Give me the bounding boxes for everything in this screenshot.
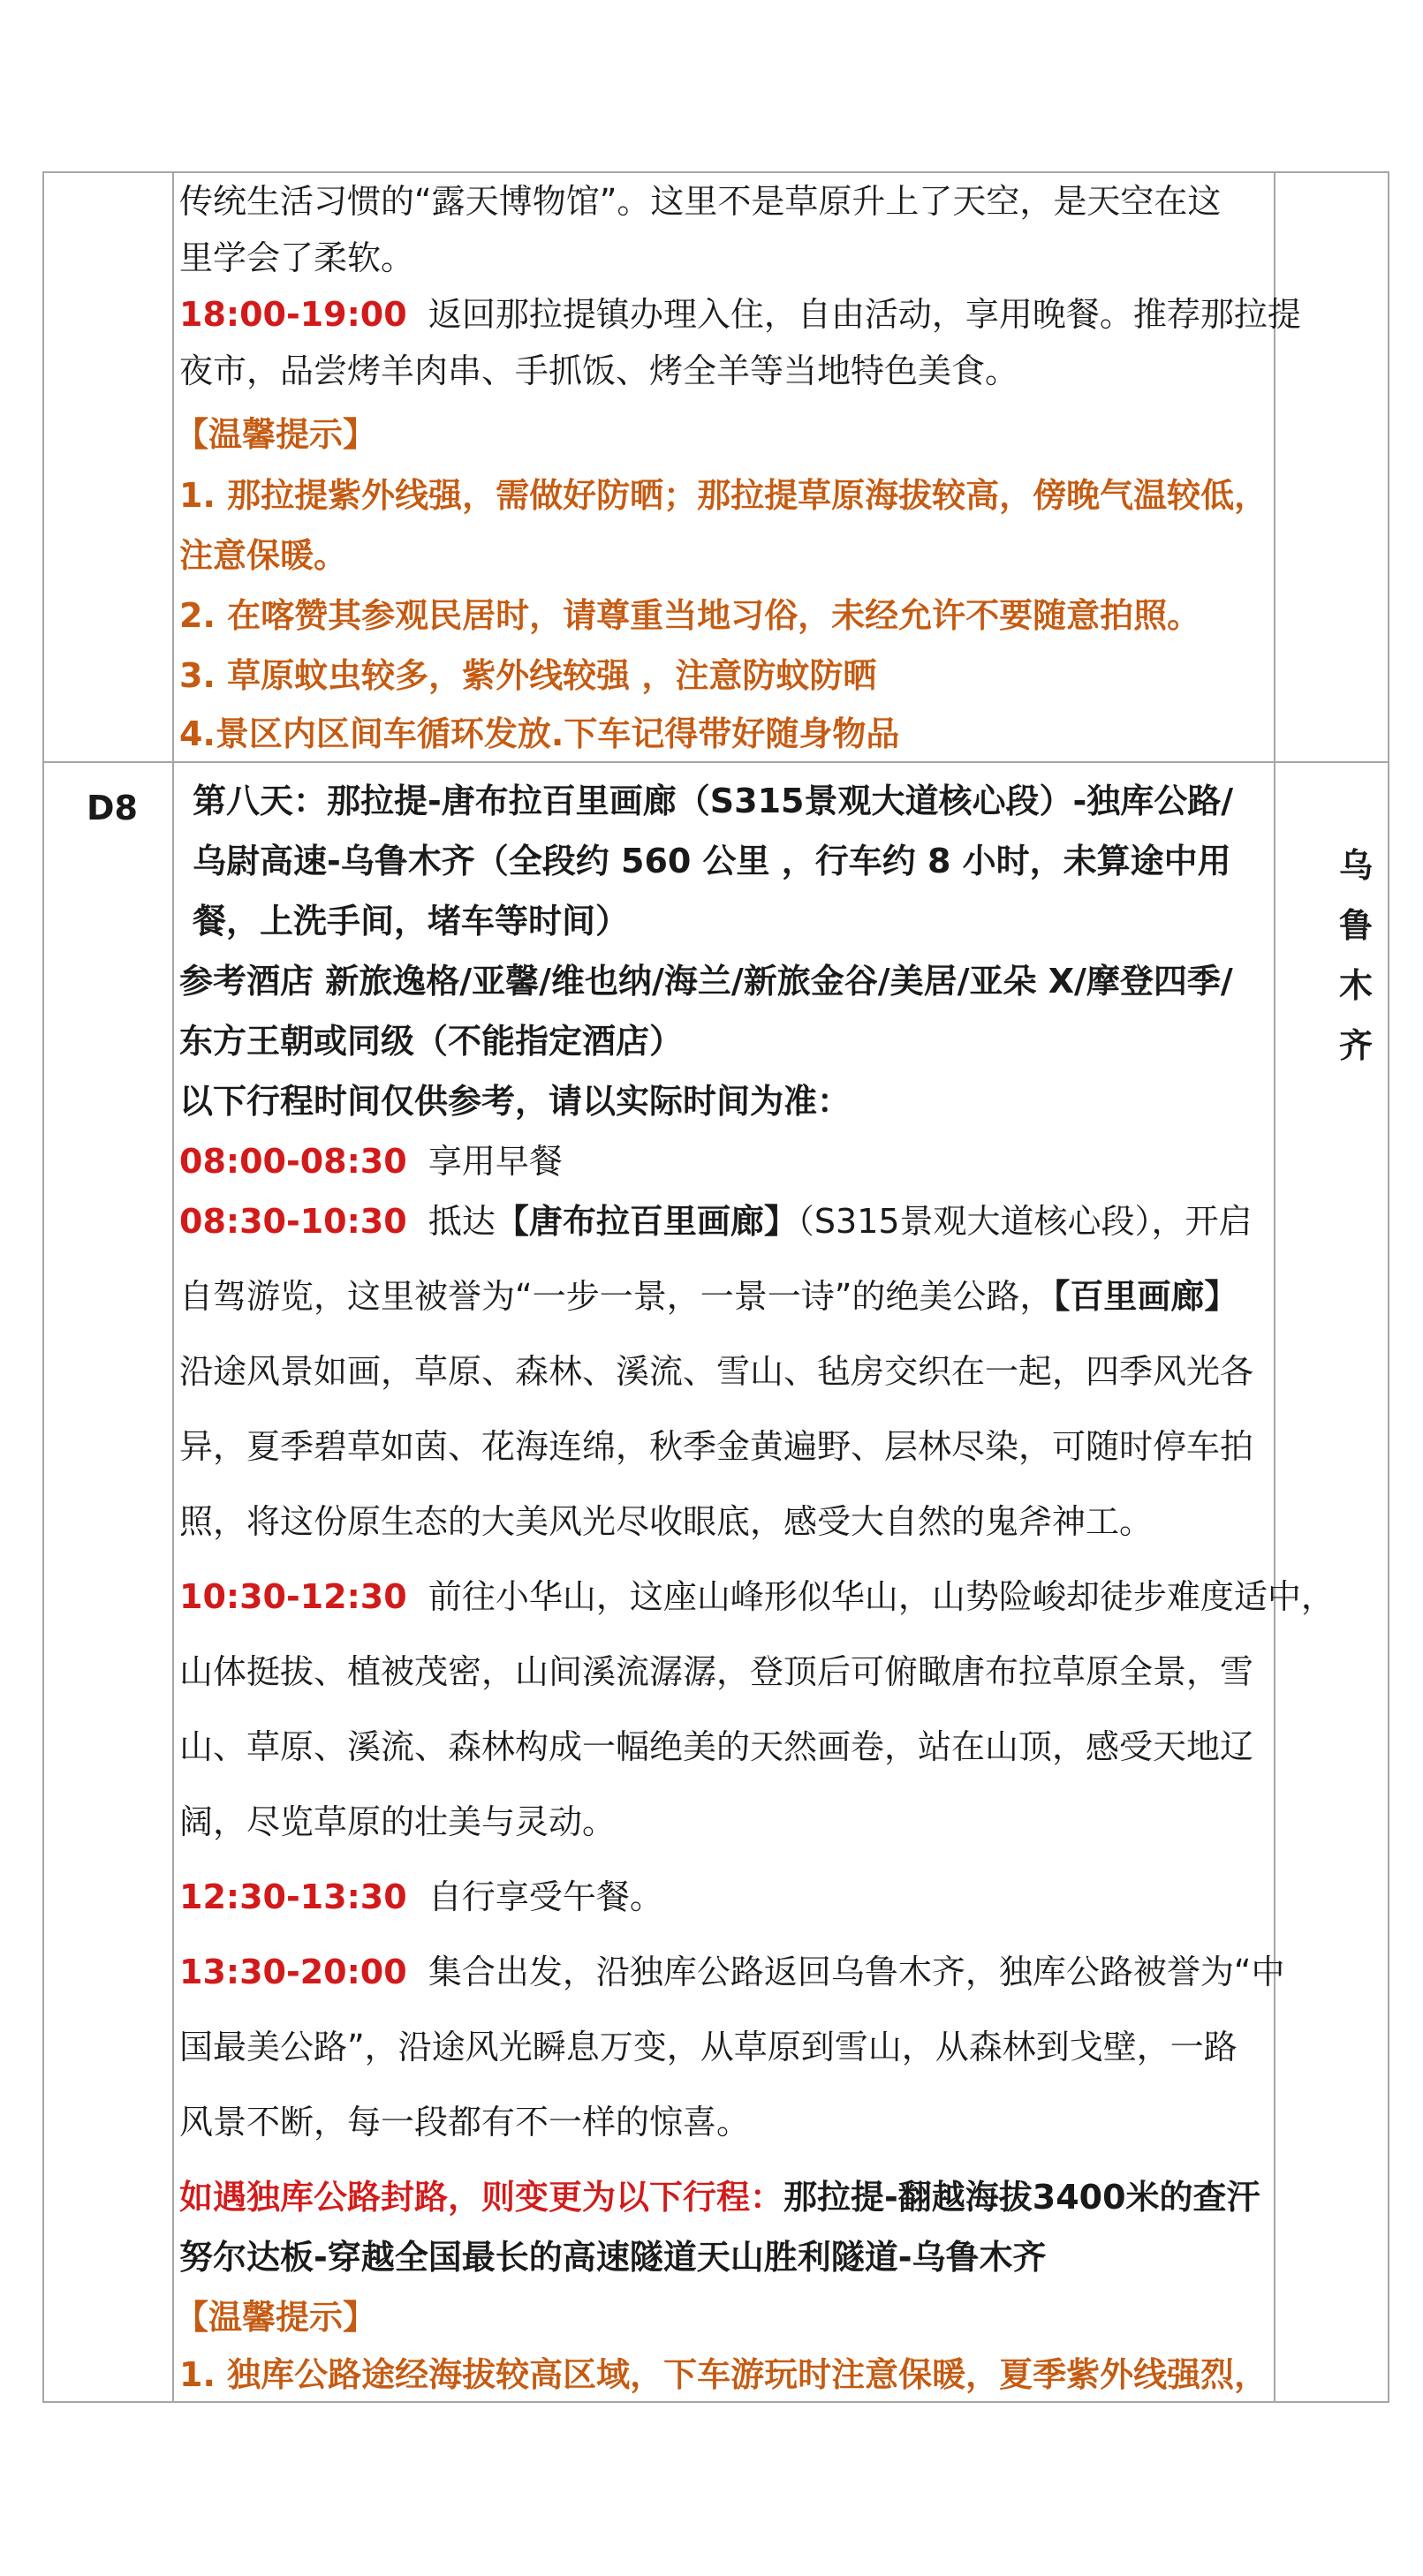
- d7-paragraph-line1: 传统生活习惯的“露天博物馆”。这里不是草原升上了天空，是天空在这: [179, 182, 1222, 221]
- row-divider: [42, 761, 1389, 763]
- city-char: 齐: [1338, 1026, 1373, 1065]
- d8-schedule-1030-line4: 阔，尽览草原的壮美与灵动。: [179, 1802, 617, 1841]
- table-top-border: [42, 171, 1389, 173]
- day-number-d8: D8: [87, 789, 138, 827]
- time-label: 18:00-19:00: [179, 295, 407, 334]
- column-divider-city: [1274, 171, 1275, 2403]
- d8-schedule-1030: [179, 1576, 1335, 1617]
- d8-title-line2: 乌尉高速-乌鲁木齐（全段约 560 公里 ，行车约 8 小时，未算途中用: [193, 842, 1231, 880]
- d7-schedule-1800: [179, 294, 1301, 335]
- column-divider-day: [172, 171, 174, 2403]
- city-char: 木: [1338, 966, 1373, 1005]
- time-label: 13:30-20:00: [179, 1953, 407, 1991]
- d8-schedule-1030-line3: 山、草原、溪流、森林构成一幅绝美的天然画卷，站在山顶，感受天地辽: [179, 1727, 1254, 1766]
- d7-paragraph-line2: 里学会了柔软。: [179, 238, 415, 277]
- d8-schedule-0830-line4: 异，夏季碧草如茵、花海连绵，秋季金黄遍野、层林尽染，可随时停车拍: [179, 1427, 1254, 1466]
- schedule-text: 自驾游览，这里被誉为“一步一景，一景一诗”的绝美公路，: [179, 1277, 1054, 1316]
- schedule-text: 返回那拉提镇办理入住，自由活动，享用晚餐。推荐那拉提: [428, 295, 1301, 334]
- time-label: 12:30-13:30: [179, 1877, 407, 1916]
- table-right-border: [1388, 171, 1389, 2403]
- d7-tip1-line1: 1. 那拉提紫外线强，需做好防晒；那拉提草原海拔较高，傍晚气温较低，: [179, 476, 1268, 515]
- itinerary-table: [42, 171, 1389, 2403]
- time-label: 08:30-10:30: [179, 1202, 407, 1241]
- d8-notice: 以下行程时间仅供参考，请以实际时间为准：: [179, 1082, 852, 1121]
- d8-hotel-line2: 东方王朝或同级（不能指定酒店）: [179, 1022, 684, 1061]
- d7-tip1-line2: 注意保暖。: [179, 536, 348, 575]
- d8-schedule-0800: [179, 1141, 563, 1182]
- d8-alternate-route-line2: 努尔达板-穿越全国最长的高速隧道天山胜利隧道-乌鲁木齐: [179, 2238, 1047, 2277]
- d7-tip2: 2. 在喀赞其参观民居时，请尊重当地习俗，未经允许不要随意拍照。: [179, 596, 1201, 635]
- time-label: 08:00-08:30: [179, 1142, 407, 1181]
- d7-tip3: 3. 草原蚊虫较多，紫外线较强 ，注意防蚊防晒: [179, 656, 877, 695]
- d8-alternate-route: [179, 2177, 1260, 2217]
- d7-schedule-1800-line2: 夜市，品尝烤羊肉串、手抓饭、烤全羊等当地特色美食。: [179, 351, 1019, 390]
- city-char: 鲁: [1338, 906, 1373, 945]
- d8-title-line3: 餐，上洗手间，堵车等时间）: [193, 902, 630, 941]
- d8-schedule-1330-line2: 国最美公路”，沿途风光瞬息万变，从草原到雪山，从森林到戈壁，一路: [179, 2028, 1238, 2066]
- city-column-d8: [1321, 835, 1391, 1076]
- d8-schedule-0830-line3: 沿途风景如画，草原、森林、溪流、雪山、毡房交织在一起，四季风光各: [179, 1352, 1254, 1391]
- table-left-border: [42, 171, 44, 2403]
- d8-schedule-1030-line2: 山体挺拔、植被茂密，山间溪流潺潺，登顶后可俯瞰唐布拉草原全景，雪: [179, 1652, 1254, 1691]
- d8-schedule-1330-line3: 风景不断，每一段都有不一样的惊喜。: [179, 2103, 751, 2142]
- schedule-text: 集合出发，沿独库公路返回乌鲁木齐，独库公路被誉为“中: [428, 1953, 1285, 1991]
- highlight-place: 【唐布拉百里画廊】: [495, 1202, 798, 1241]
- schedule-text: 享用早餐: [428, 1142, 563, 1181]
- d8-schedule-0830-line5: 照，将这份原生态的大美风光尽收眼底，感受大自然的鬼斧神工。: [179, 1502, 1154, 1541]
- schedule-text: （S315景观大道核心段），开启: [797, 1202, 1253, 1241]
- highlight-place: 【百里画廊】: [1053, 1277, 1238, 1316]
- d8-schedule-0830-line2: [179, 1276, 1238, 1317]
- d8-schedule-0830: [179, 1201, 1253, 1242]
- d8-hotel-line1: 参考酒店 新旅逸格/亚馨/维也纳/海兰/新旅金谷/美居/亚朵 X/摩登四季/: [179, 962, 1233, 1001]
- schedule-text: 抵达: [428, 1202, 496, 1241]
- d8-tips-title: 【温馨提示】: [175, 2298, 377, 2337]
- alternate-route-label: 如遇独库公路封路，则变更为以下行程：: [179, 2178, 784, 2217]
- schedule-text: 自行享受午餐。: [428, 1877, 663, 1916]
- d8-title-line1: 第八天：那拉提-唐布拉百里画廊（S315景观大道核心段）-独库公路/: [193, 782, 1234, 820]
- d7-tips-title: 【温馨提示】: [175, 415, 377, 454]
- schedule-text: 前往小华山，这座山峰形似华山，山势险峻却徒步难度适中，: [428, 1577, 1335, 1616]
- time-label: 10:30-12:30: [179, 1577, 407, 1616]
- table-bottom-border: [42, 2401, 1389, 2403]
- alternate-route-text: 那拉提-翻越海拔3400米的查汗: [783, 2178, 1260, 2217]
- d8-schedule-1230: [179, 1877, 663, 1917]
- city-char: 乌: [1338, 846, 1373, 885]
- d8-tip1-line1: 1. 独库公路途经海拔较高区域，下车游玩时注意保暖，夏季紫外线强烈，: [179, 2355, 1268, 2394]
- d7-tip4: 4.景区内区间车循环发放.下车记得带好随身物品: [179, 714, 900, 753]
- d8-schedule-1330: [179, 1952, 1285, 1992]
